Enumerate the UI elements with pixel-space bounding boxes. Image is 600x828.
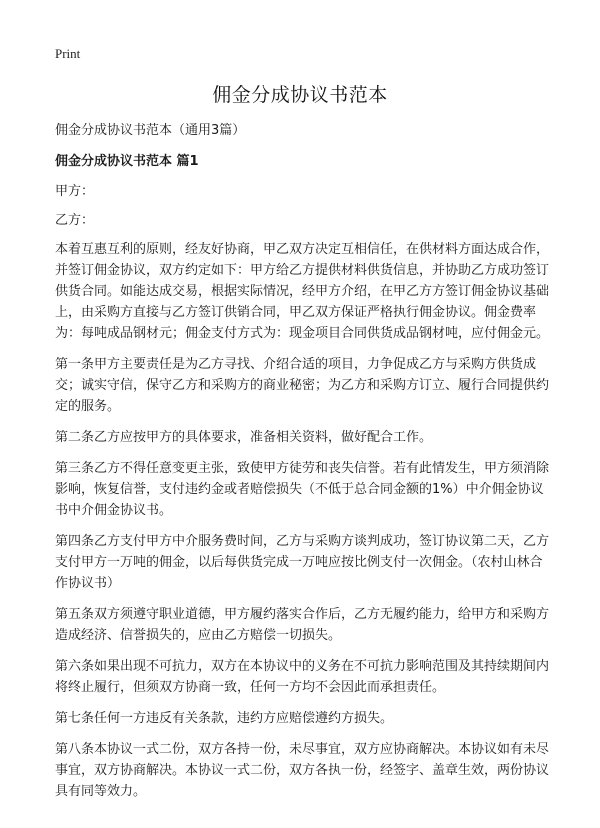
paragraph-article-7: 第七条任何一方违反有关条款，违约方应赔偿遵约方损失。 xyxy=(55,711,394,726)
paragraph-article-6: 第六条如果出现不可抗力，双方在本协议中的义务在不可抗力影响范围及其持续期间内将终止履行，但须双方协商一致，任何一方均不会因此而承担责任。 xyxy=(55,659,550,695)
paragraph-article-3: 第三条乙方不得任意变更主张，致使甲方徒劳和丧失信誉。若有此情发生，甲方须消除影响，恢复信誉，支付违约金或者赔偿损失（不低于总合同金额的1%）中介佣金协议书中介佣金协议书。 xyxy=(55,461,550,518)
party-b-field: 乙方： xyxy=(55,213,95,228)
document-body xyxy=(55,120,553,812)
document-title: 佣金分成协议书范本 xyxy=(212,84,388,106)
print-link[interactable]: Print xyxy=(55,46,81,61)
paragraph-article-2: 第二条乙方应按甲方的具体要求，准备相关资料，做好配合工作。 xyxy=(55,430,433,445)
section-heading: 佣金分成协议书范本 篇1 xyxy=(55,154,199,169)
paragraph-article-8: 第八条本协议一式二份，双方各持一份，未尽事宜，双方应协商解决。本协议如有未尽事宜，双方协商解决。本协议一式二份，双方各执一份，经签字、盖章生效，两份协议具有同等效力。 xyxy=(55,742,550,799)
paragraph-article-5: 第五条双方须遵守职业道德，甲方履约落实合作后，乙方无履约能力，给甲方和采购方造成经济、信誉损失的，应由乙方赔偿一切损失。 xyxy=(55,607,550,643)
document-subtitle: 佣金分成协议书范本（通用3篇） xyxy=(55,123,246,138)
paragraph-preamble: 本着互惠互利的原则，经友好协商，甲乙双方决定互相信任，在供材料方面达成合作，并签订佣金协议，双方约定如下：甲方给乙方提供材料供货信息，并协助乙方成功签订供货合同。如能达成交易，根据实际情况，经甲方介绍，在甲乙方方签订佣金协议基础上，由采购方直接与乙方签订供销合同，甲乙双方保证严格执行佣金协议。佣金费率为：每吨成品钢材元；佣金支付方式为：现金项目合同供货成品钢材吨，应付佣金元。 xyxy=(55,242,550,341)
paragraph-article-1: 第一条甲方主要责任是为乙方寻找、介绍合适的项目，力争促成乙方与采购方供货成交；诚实守信，保守乙方和采购方的商业秘密；为乙方和采购方订立、履行合同提供约定的服务。 xyxy=(55,357,550,414)
party-a-field: 甲方： xyxy=(55,184,95,199)
paragraph-article-4: 第四条乙方支付甲方中介服务费时间，乙方与采购方谈判成功，签订协议第二天，乙方支付甲方一万吨的佣金，以后每供货完成一万吨应按比例支付一次佣金。（农村山林合作协议书） xyxy=(55,534,550,591)
